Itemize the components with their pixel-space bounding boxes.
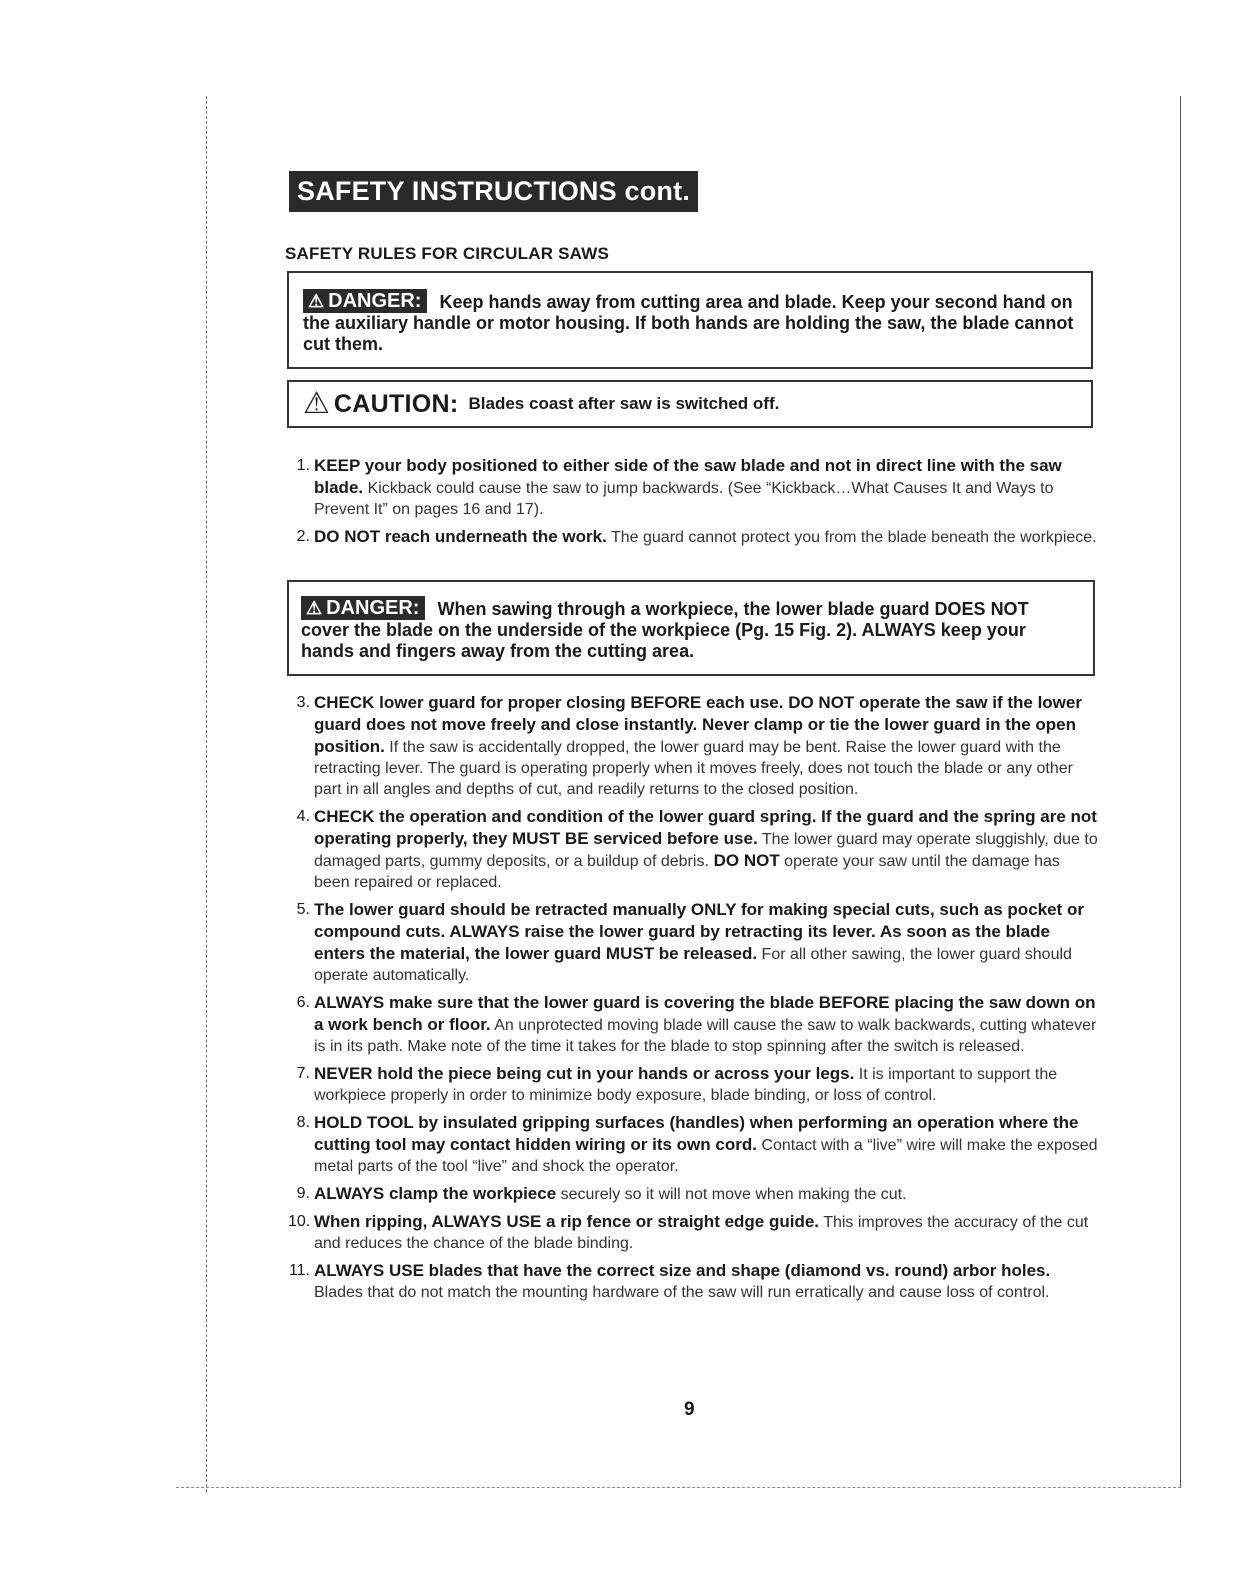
caution-triangle-icon: ⚠ [303,387,330,420]
warning-triangle-icon: ⚠ [308,291,325,311]
danger-text: Keep hands away from cutting area and blade. Keep your second hand on the auxiliary handle or motor housing. If both hands are holding the saw, the blade cannot cut them. [303,292,1074,354]
warning-triangle-icon: ⚠ [306,598,323,618]
caution-box [287,380,1093,428]
list-item: 6. ALWAYS make sure that the lower guard is covering the blade BEFORE placing the saw down on a work bench or floor. An unprotected moving blade will cause the saw to walk backwards, cutting whatever is in its path. Make note of the time it takes for the blade to stop spinning after the switch is released. [296,993,1097,1055]
list-item: 5. The lower guard should be retracted manually ONLY for making special cuts, such as pocket or compound cuts. ALWAYS raise the lower guard by retracting its lever. As soon as the blade enters the material, the lower guard MUST be released. For all other sawing, the lower guard should operate automatically. [296,900,1084,984]
section-banner: SAFETY INSTRUCTIONS cont. [289,171,698,212]
list-item: 1. KEEP your body positioned to either side of the saw blade and not in direct line with the saw blade. Kickback could cause the saw to jump backwards. (See “Kickback…What Causes It and Ways to Prevent It” on pages 16 and 17). [296,456,1062,518]
list-item: 4. CHECK the operation and condition of the lower guard spring. If the guard and the spring are not operating properly, they MUST BE serviced before use. The lower guard may operate sluggishly, due to damaged parts, gummy deposits, or a buildup of debris. DO NOT operate your saw until the damage has been repaired or replaced. [296,807,1098,891]
danger-badge: ⚠ DANGER: [301,596,425,620]
list-item: 8. HOLD TOOL by insulated gripping surfaces (handles) when performing an operation where the cutting tool may contact hidden wiring or its own cord. Contact with a “live” wire will make the exposed metal parts of the tool “live” and shock the operator. [296,1113,1098,1175]
list-item: 7. NEVER hold the piece being cut in your hands or across your legs. It is important to support the workpiece properly in order to minimize body exposure, blade binding, or loss of control. [296,1064,1058,1104]
list-item: 3. CHECK lower guard for proper closing BEFORE each use. DO NOT operate the saw if the lower guard does not move freely and close instantly. Never clamp or tie the lower guard in the open position. If the saw is accidentally dropped, the lower guard may be bent. Raise the lower guard with the retracting lever. The guard is operating properly when it moves freely, does not touch the blade or any other part in all angles and depths of cut, and readily returns to the closed position. [296,693,1082,798]
list-item: 10. When ripping, ALWAYS USE a rip fence or straight edge guide. This improves the accuracy of the cut and reduces the chance of the blade binding. [288,1212,1089,1252]
page-number: 9 [684,1399,695,1420]
danger-box-lower-guard [287,580,1095,676]
list-item: 11. ALWAYS USE blades that have the correct size and shape (diamond vs. round) arbor holes. Blades that do not match the mounting hardware of the saw will run erratically and cause loss of control. [288,1261,1051,1301]
right-border-line [1180,96,1181,1488]
list-item: 2. DO NOT reach underneath the work. The guard cannot protect you from the blade beneath the workpiece. [296,527,1097,546]
danger-badge: ⚠ DANGER: [303,289,427,313]
caution-text: Blades coast after saw is switched off. [468,394,780,413]
caution-label: CAUTION: [333,389,459,418]
section-title: SAFETY RULES FOR CIRCULAR SAWS [285,244,609,263]
safety-rules-list-b [288,692,1098,1309]
bottom-cut-line [176,1487,1181,1488]
left-cut-line [206,96,207,1492]
danger-text: When sawing through a workpiece, the lower blade guard DOES NOT cover the blade on the underside of the workpiece (Pg. 15 Fig. 2). ALWAYS keep your hands and fingers away from the cutting area. [301,599,1029,661]
safety-rules-list-a [288,455,1098,554]
list-item: 9. ALWAYS clamp the workpiece securely so it will not move when making the cut. [296,1184,907,1203]
danger-box-hands [287,271,1093,369]
